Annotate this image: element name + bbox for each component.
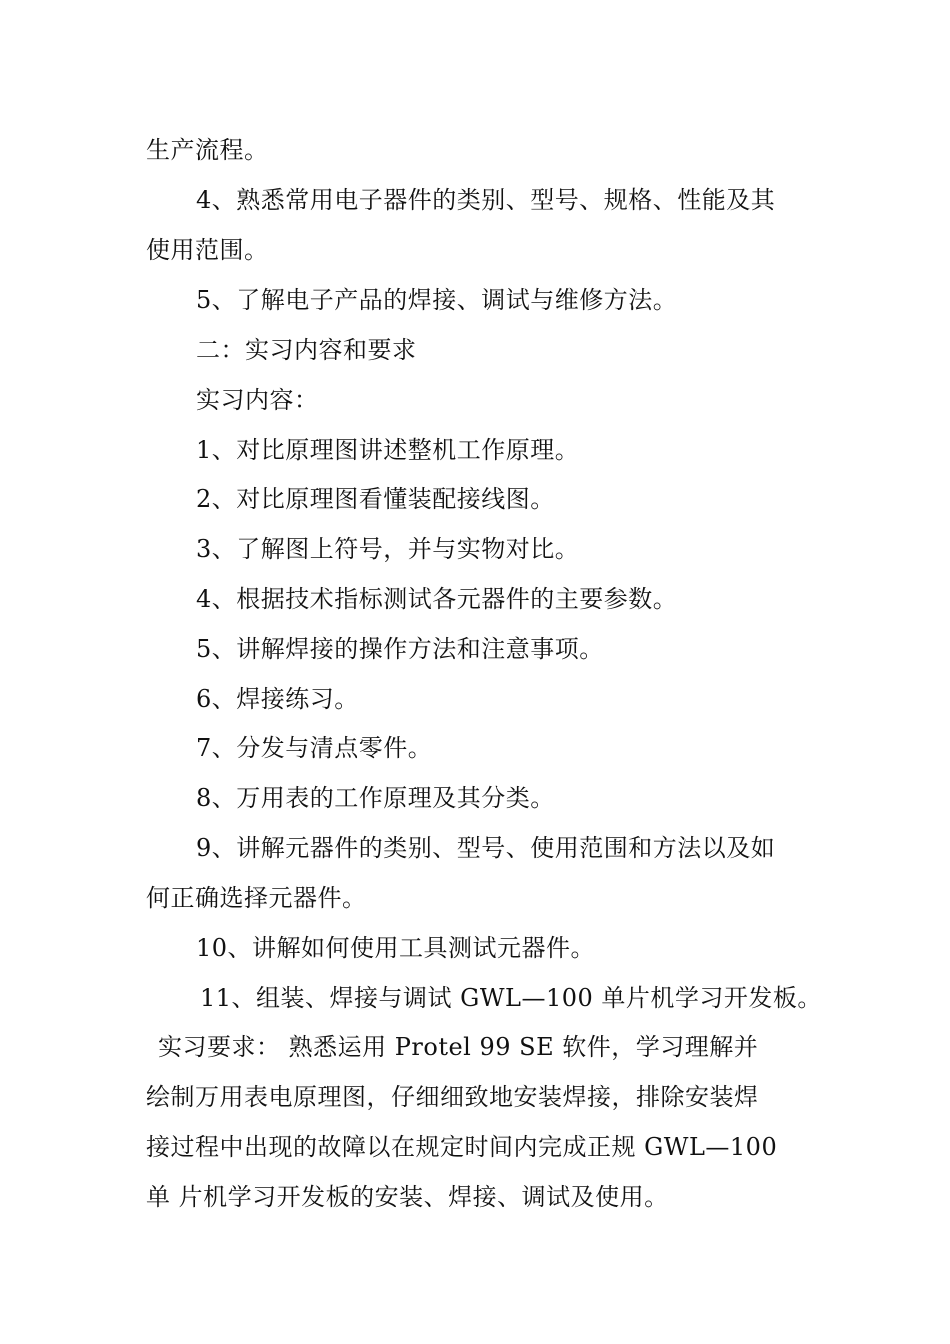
list-item: 1、对比原理图讲述整机工作原理。 xyxy=(196,436,580,464)
text-line: 生产流程。 xyxy=(146,136,269,164)
requirements-paragraph: 绘制万用表电原理图，仔细细致地安装焊接，排除安装焊 xyxy=(146,1083,759,1111)
subsection-heading: 实习内容： xyxy=(196,386,319,414)
requirements-paragraph: 实习要求： 熟悉运用 Protel 99 SE 软件，学习理解并 xyxy=(158,1033,759,1061)
list-item-continuation: 何正确选择元器件。 xyxy=(146,884,367,912)
list-item: 7、分发与清点零件。 xyxy=(196,734,433,762)
section-heading: 二：实习内容和要求 xyxy=(196,336,417,364)
list-item: 8、万用表的工作原理及其分类。 xyxy=(196,784,555,812)
list-item: 10、讲解如何使用工具测试元器件。 xyxy=(196,934,596,962)
text-line: 5、了解电子产品的焊接、调试与维修方法。 xyxy=(196,286,678,314)
requirements-paragraph: 接过程中出现的故障以在规定时间内完成正规 GWL—100 xyxy=(146,1133,778,1161)
list-item: 4、根据技术指标测试各元器件的主要参数。 xyxy=(196,585,678,613)
list-item: 9、讲解元器件的类别、型号、使用范围和方法以及如 xyxy=(196,834,776,862)
text-line: 4、熟悉常用电子器件的类别、型号、规格、性能及其 xyxy=(196,186,776,214)
list-item: 6、焊接练习。 xyxy=(196,685,359,713)
text-line: 使用范围。 xyxy=(146,236,269,264)
list-item: 3、了解图上符号，并与实物对比。 xyxy=(196,535,580,563)
requirements-paragraph: 单 片机学习开发板的安装、焊接、调试及使用。 xyxy=(146,1183,669,1211)
list-item: 2、对比原理图看懂装配接线图。 xyxy=(196,485,555,513)
list-item: 5、讲解焊接的操作方法和注意事项。 xyxy=(196,635,604,663)
list-item: 11、组装、焊接与调试 GWL—100 单片机学习开发板。 xyxy=(200,984,822,1012)
